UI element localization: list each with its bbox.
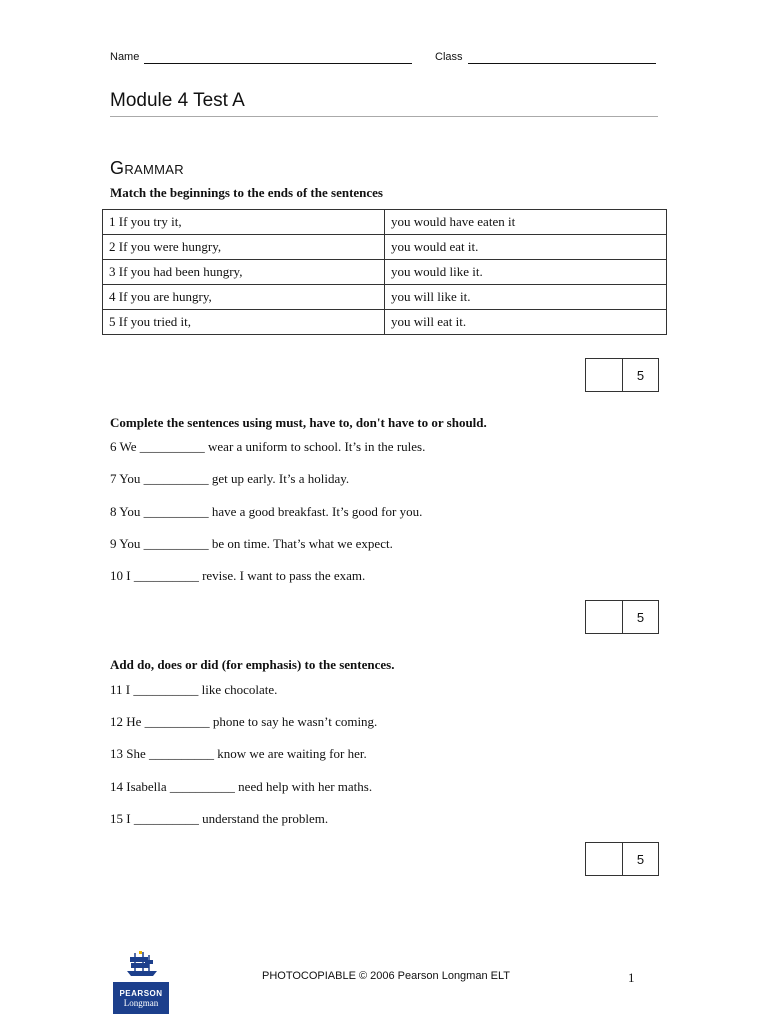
score-box: [585, 358, 659, 392]
table-row: [103, 285, 667, 310]
logo-text-top: PEARSON: [119, 988, 163, 998]
score-input[interactable]: [586, 601, 623, 633]
question-item: 8 You __________ have a good breakfast. It’s good for you.: [110, 504, 423, 519]
name-label: Name: [110, 51, 140, 63]
class-label: Class: [435, 51, 463, 63]
title-divider: [110, 116, 658, 117]
question-item: 14 Isabella __________ need help with her maths.: [110, 779, 373, 794]
question-item: 15 I __________ understand the problem.: [110, 811, 329, 826]
section-heading-initial: G: [110, 158, 125, 178]
page-number: 1: [628, 970, 635, 985]
exercise2-instruction: Complete the sentences using must, have to, don't have to or should.: [110, 415, 487, 430]
question-item: 9 You __________ be on time. That’s what we expect.: [110, 536, 393, 551]
table-row: [103, 260, 667, 285]
question-item: 10 I __________ revise. I want to pass the exam.: [110, 568, 366, 583]
score-total: 5: [636, 367, 645, 383]
table-cell-beginning: 5 If you tried it,: [103, 310, 385, 335]
header-fields: [110, 51, 658, 69]
table-cell-beginning: 1 If you try it,: [103, 210, 385, 235]
question-item: 6 We __________ wear a uniform to school. It’s in the rules.: [110, 439, 426, 454]
section-heading-rest: RAMMAR: [124, 162, 184, 177]
score-box: [585, 600, 659, 634]
exercise3-instruction: Add do, does or did (for emphasis) to the sentences.: [110, 657, 395, 672]
name-line: [144, 63, 412, 64]
score-total: 5: [636, 851, 645, 867]
table-row: [103, 210, 667, 235]
ship-icon: [113, 949, 169, 977]
question-item: 11 I __________ like chocolate.: [110, 682, 278, 697]
logo-text-bottom: Longman: [123, 997, 159, 1008]
score-total: 5: [636, 609, 645, 625]
table-cell-ending: you would have eaten it: [385, 210, 667, 235]
section-heading: [110, 158, 184, 179]
table-cell-beginning: 3 If you had been hungry,: [103, 260, 385, 285]
question-item: 12 He __________ phone to say he wasn’t coming.: [110, 714, 378, 729]
logo-plate: [113, 982, 169, 1014]
table-row: [103, 235, 667, 260]
match-table: [102, 209, 667, 335]
table-cell-beginning: 2 If you were hungry,: [103, 235, 385, 260]
footer-copyright: PHOTOCOPIABLE © 2006 Pearson Longman ELT: [262, 970, 510, 982]
table-cell-ending: you would like it.: [385, 260, 667, 285]
table-cell-ending: you will like it.: [385, 285, 667, 310]
exercise1-instruction: Match the beginnings to the ends of the sentences: [110, 185, 383, 200]
class-line: [468, 63, 656, 64]
score-box: [585, 842, 659, 876]
table-cell-ending: you would eat it.: [385, 235, 667, 260]
table-cell-beginning: 4 If you are hungry,: [103, 285, 385, 310]
question-item: 13 She __________ know we are waiting for her.: [110, 746, 367, 761]
score-input[interactable]: [586, 359, 623, 391]
page-title: Module 4 Test A: [110, 90, 245, 111]
publisher-logo: [113, 949, 169, 1015]
score-input[interactable]: [586, 843, 623, 875]
table-row: [103, 310, 667, 335]
question-item: 7 You __________ get up early. It’s a holiday.: [110, 471, 350, 486]
table-cell-ending: you will eat it.: [385, 310, 667, 335]
